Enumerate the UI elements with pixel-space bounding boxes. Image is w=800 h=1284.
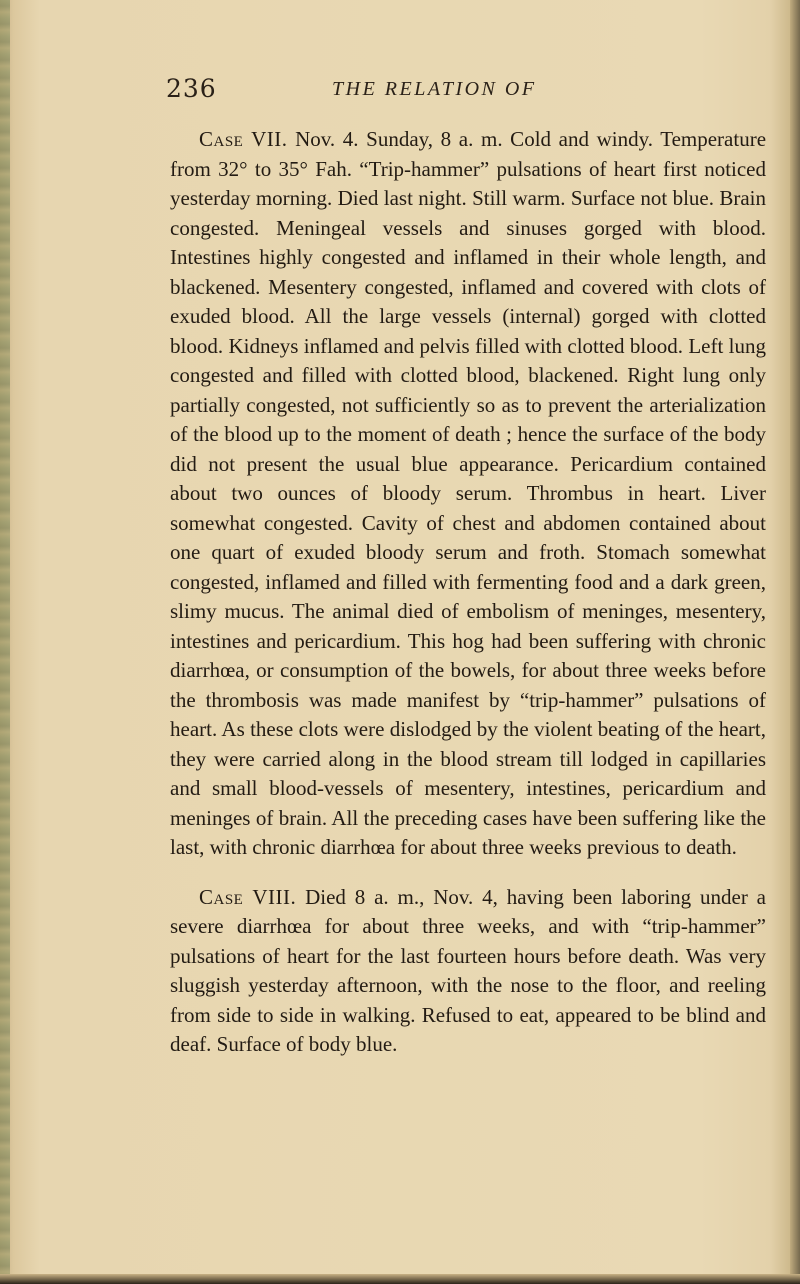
case-viii-paragraph — [170, 883, 766, 1060]
page-header — [166, 74, 766, 114]
paragraph-text: Died 8 a. m., Nov. 4, having been laboring under a severe diarrhœa for about three weeks, and with “trip-hammer” pulsations of heart for the last fourteen hours before death. Was very sluggish yesterday afternoon, with the nose to the floor, and reeling from side to side in walking. Refused to eat, appeared to be blind and deaf. Surface of body blue. — [170, 884, 766, 1056]
running-title: THE RELATION OF — [332, 78, 537, 100]
case-label: Case VII. — [199, 127, 288, 151]
page-right-edge — [790, 0, 800, 1284]
page-number: 236 — [166, 74, 217, 103]
case-label: Case VIII. — [199, 884, 297, 909]
case-vii-paragraph — [170, 125, 766, 863]
body-text — [170, 125, 766, 1060]
paragraph-text: Nov. 4. Sunday, 8 a. m. Cold and windy. Temperature from 32° to 35° Fah. “Trip-hammer” pulsations of heart first noticed yesterday morning. Died last night. Still warm. Surface not blue. Brain congested. Meningeal vessels and sinuses gorged with blood. Intestines highly congested and inflamed in their whole length, and blackened. Mesentery congested, inflamed and covered with clots of exuded blood. All the large vessels (internal) gorged with clotted blood. Kidneys inflamed and pelvis filled with clotted blood. Left lung congested and filled with clotted blood, blackened. Right lung only partially congested, not sufficiently so as to prevent the arterialization of the blood up to the moment of death ; hence the surface of the body did not present the usual blue appearance. Pericardium contained about two ounces of bloody serum. Thrombus in heart. Liver somewhat congested. Cavity of chest and abdomen contained about one quart of exuded bloody serum and froth. Stomach somewhat congested, inflamed and filled with fermenting food and a dark green, slimy mucus. The animal died of embolism of meninges, mesentery, intestines and pericardium. This hog had been suffering with chronic diarrhœa, or consumption of the bowels, for about three weeks before the thrombosis was made manifest by “trip-hammer” pulsations of heart. As these clots were dislodged by the violent beating of the heart, they were carried along in the blood stream till lodged in capillaries and small blood-vessels of mesentery, intestines, pericardium and meninges of brain. All the preceding cases have been suffering like the last, with chronic diarrhœa for about three weeks previous to death. — [170, 127, 767, 859]
page-binding-edge — [0, 0, 10, 1284]
page-bottom-edge — [0, 1274, 800, 1284]
